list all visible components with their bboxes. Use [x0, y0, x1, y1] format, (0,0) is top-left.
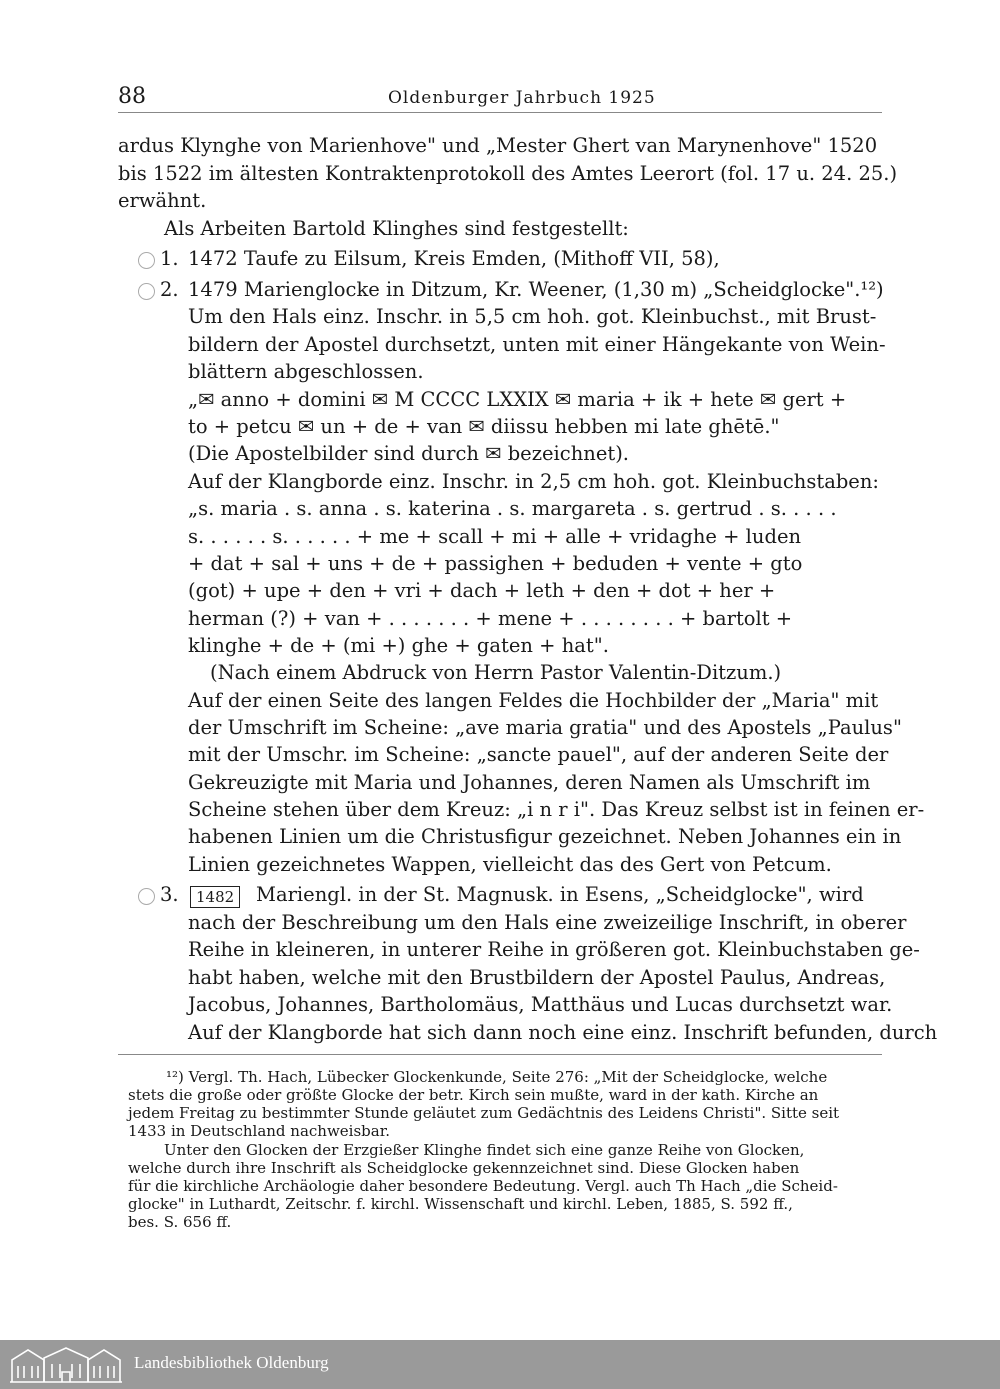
item-line: 1472 Taufe zu Eilsum, Kreis Emden, (Mithoff VII, 58),: [188, 247, 720, 270]
item-number: 3.: [160, 883, 179, 906]
item-line: der Umschrift im Scheine: „ave maria gratia" und des Apostels „Paulus": [188, 716, 902, 739]
inscription-line: + dat + sal + uns + de + passighen + beduden + vente + gto: [188, 552, 803, 575]
library-name: Landesbibliothek Oldenburg: [134, 1353, 329, 1372]
inscription-line: s. . . . . . s. . . . . . + me + scall + mi + alle + vridaghe + luden: [188, 525, 802, 548]
footnote-line: Unter den Glocken der Erzgießer Klinghe findet sich eine ganze Reihe von Glocken,: [164, 1141, 805, 1159]
margin-circle-mark: [138, 888, 155, 905]
item-line: nach der Beschreibung um den Hals eine zweizeilige Inschrift, in oberer: [188, 911, 907, 934]
footnote-line: für die kirchliche Archäologie daher besondere Bedeutung. Vergl. auch Th Hach „die Scheid-: [128, 1177, 838, 1195]
running-header: [118, 84, 882, 114]
item-line: Linien gezeichnetes Wappen, vielleicht das des Gert von Petcum.: [188, 853, 832, 876]
margin-circle-mark: [138, 252, 155, 269]
item-line: (Nach einem Abdruck von Herrn Pastor Valentin-Ditzum.): [210, 661, 782, 684]
library-building-icon: [8, 1344, 124, 1384]
item-line: Scheine stehen über dem Kreuz: „i n r i". Das Kreuz selbst ist in feinen er-: [188, 798, 925, 821]
item-line: habt haben, welche mit den Brustbildern der Apostel Paulus, Andreas,: [188, 966, 886, 989]
item-line: mit der Umschr. im Scheine: „sancte pauel", auf der anderen Seite der: [188, 743, 889, 766]
item-line: Jacobus, Johannes, Bartholomäus, Matthäus und Lucas durchsetzt war.: [188, 993, 893, 1016]
item-line: Auf der einen Seite des langen Feldes die Hochbilder der „Maria" mit: [188, 689, 879, 712]
footnote-line: jedem Freitag zu bestimmter Stunde geläutet zum Gedächtnis des Leidens Christi". Sitte seit: [128, 1104, 840, 1122]
inscription-line: (got) + upe + den + vri + dach + leth + den + dot + her +: [188, 579, 776, 602]
page-number: 88: [118, 84, 146, 109]
body-line: erwähnt.: [118, 189, 207, 212]
item-number: 1.: [160, 247, 179, 270]
footnote-rule: [118, 1054, 882, 1055]
item-line: habenen Linien um die Christusfigur gezeichnet. Neben Johannes ein in: [188, 825, 902, 848]
inscription-line: to + petcu ✉ un + de + van ✉ diissu hebben mi late ghētē.": [188, 415, 780, 438]
inscription-line: „s. maria . s. anna . s. katerina . s. margareta . s. gertrud . s. . . . .: [188, 497, 837, 520]
item-line: Gekreuzigte mit Maria und Johannes, deren Namen als Umschrift im: [188, 771, 871, 794]
item-line: Auf der Klangborde hat sich dann noch eine einz. Inschrift befunden, durch: [188, 1021, 938, 1044]
item-line: blättern abgeschlossen.: [188, 360, 424, 383]
footnote-line: bes. S. 656 ff.: [128, 1213, 232, 1231]
item-line: 1479 Marienglocke in Ditzum, Kr. Weener, (1,30 m) „Scheidglocke".¹²): [188, 278, 884, 301]
item-line: Reihe in kleineren, in unterer Reihe in größeren got. Kleinbuchstaben ge-: [188, 938, 920, 961]
inscription-line: herman (?) + van + . . . . . . . + mene + . . . . . . . . + bartolt +: [188, 607, 793, 630]
footnote-line: stets die große oder größte Glocke der betr. Kirch sein mußte, ward in der kath. Kirche an: [128, 1086, 819, 1104]
footnote-line: glocke" in Luthardt, Zeitschr. f. kirchl. Wissenschaft und kirchl. Leben, 1885, S. 592 ff.,: [128, 1195, 793, 1213]
year-box: 1482: [190, 886, 240, 908]
body-line: ardus Klynghe von Marienhove" und „Mester Ghert van Marynenhove" 1520: [118, 134, 878, 157]
item-line: Um den Hals einz. Inschr. in 5,5 cm hoh. got. Kleinbuchst., mit Brust-: [188, 305, 877, 328]
header-rule: [118, 112, 882, 113]
item-line: (Die Apostelbilder sind durch ✉ bezeichnet).: [188, 442, 629, 465]
margin-circle-mark: [138, 283, 155, 300]
footnote-line: welche durch ihre Inschrift als Scheidglocke gekennzeichnet sind. Diese Glocken haben: [128, 1159, 800, 1177]
inscription-line: klinghe + de + (mi +) ghe + gaten + hat".: [188, 634, 609, 657]
inscription-line: „✉ anno + domini ✉ M CCCC LXXIX ✉ maria + ik + hete ✉ gert +: [188, 388, 847, 411]
item-line: bildern der Apostel durchsetzt, unten mit einer Hängekante von Wein-: [188, 333, 886, 356]
item-number: 2.: [160, 278, 179, 301]
item-line: Auf der Klangborde einz. Inschr. in 2,5 cm hoh. got. Kleinbuchstaben:: [188, 470, 879, 493]
item-line: Mariengl. in der St. Magnusk. in Esens, „Scheidglocke", wird: [256, 883, 864, 906]
running-title: Oldenburger Jahrbuch 1925: [388, 88, 656, 108]
body-line: Als Arbeiten Bartold Klinghes sind festgestellt:: [164, 217, 629, 240]
footnote-line: 1433 in Deutschland nachweisbar.: [128, 1122, 391, 1140]
footnote-line: ¹²) Vergl. Th. Hach, Lübecker Glockenkunde, Seite 276: „Mit der Scheidglocke, welche: [166, 1068, 828, 1086]
body-line: bis 1522 im ältesten Kontraktenprotokoll des Amtes Leerort (fol. 17 u. 24. 25.): [118, 162, 898, 185]
library-footer-bar: [0, 1340, 1000, 1389]
